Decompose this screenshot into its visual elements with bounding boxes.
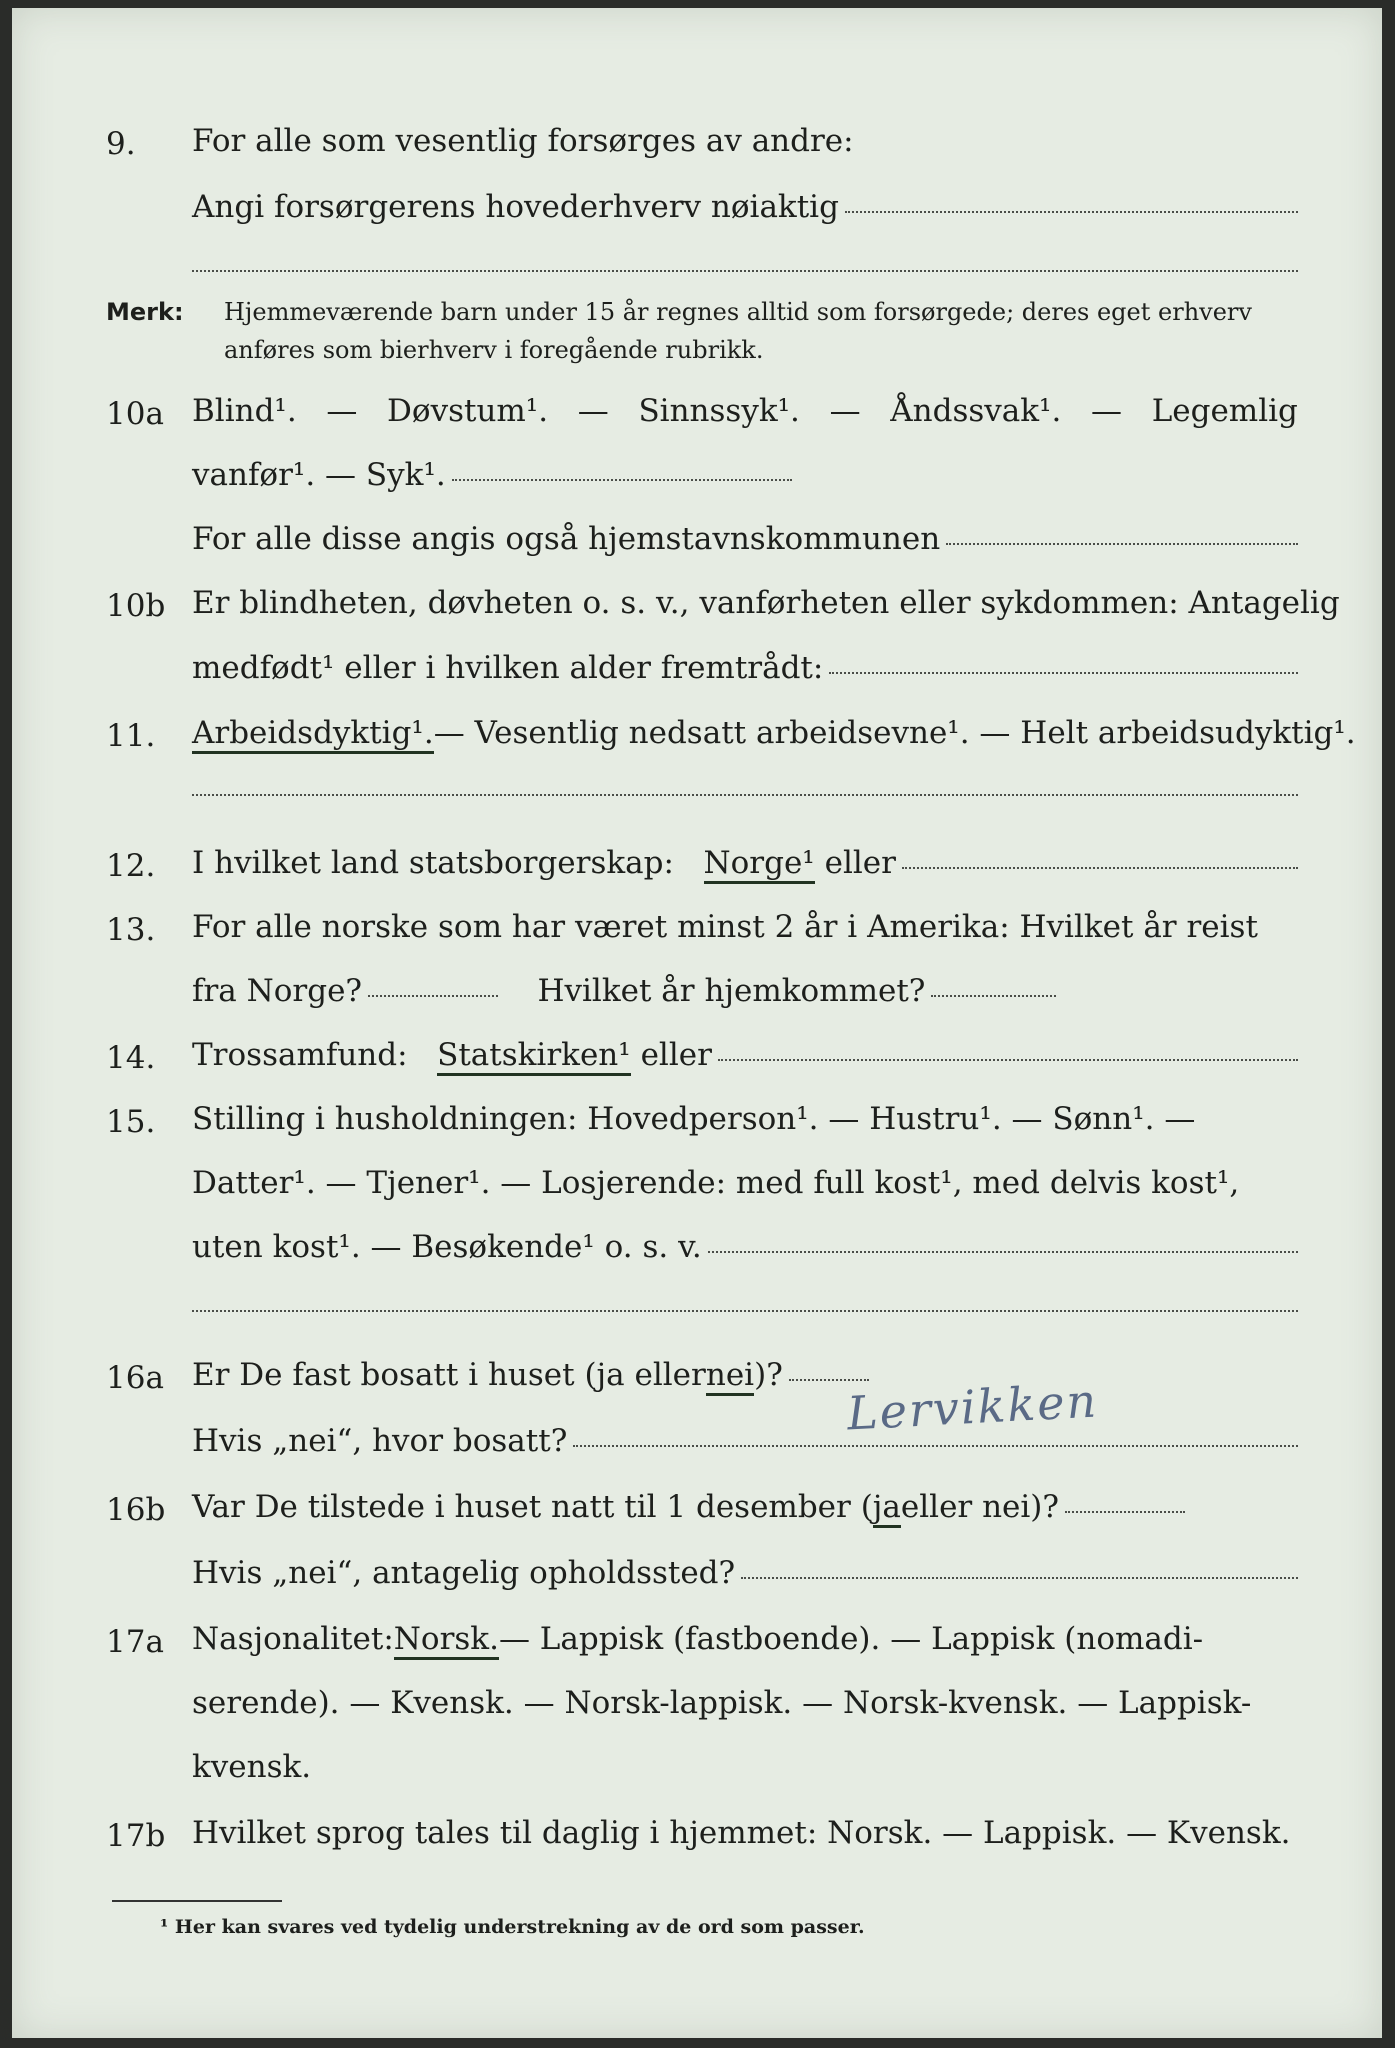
q10a-text-line3: For alle disse angis også hjemstavnskommunen [192, 521, 941, 557]
q10b-answer-field[interactable] [829, 672, 1298, 674]
q16a-bosatt-field[interactable] [573, 1445, 1298, 1447]
q17a-number: 17a [106, 1624, 164, 1660]
merk-text-line2: anføres som bierhverv i foregående rubrikk. [224, 336, 764, 364]
merk-text-line1: Hjemmeværende barn under 15 år regnes alltid som forsørgede; deres eget erhverv [224, 298, 1252, 326]
q10a-opt-legemlig[interactable]: Legemlig [1151, 393, 1298, 429]
q16b-opt-ja[interactable]: ja [873, 1492, 901, 1528]
merk-label: Merk: [106, 298, 184, 326]
q11-opt-arbeidsdyktig[interactable]: Arbeidsdyktig¹. [192, 718, 434, 754]
q15-answer-line[interactable] [192, 1310, 1298, 1312]
q13-number: 13. [106, 912, 156, 948]
q16a-text-line2: Hvis „nei“, hvor bosatt? [192, 1423, 568, 1459]
q9-answer-field[interactable] [845, 211, 1298, 213]
q10a-line1 [192, 393, 1298, 429]
q15-text-line3: uten kost¹. — Besøkende¹ o. s. v. [192, 1229, 702, 1265]
q16a-answer-field[interactable] [789, 1379, 869, 1381]
dash: — [829, 393, 861, 429]
q12-opt-norge[interactable]: Norge¹ [704, 848, 815, 884]
q16b-text-pre: Var De tilstede i huset natt til 1 desember ( [192, 1489, 873, 1525]
footnote-rule [112, 1900, 282, 1902]
q13-text-line1: For alle norske som har været minst 2 år i Amerika: Hvilket år reist [192, 909, 1258, 945]
q16a-handwritten-answer: Lervikken [845, 1373, 1100, 1441]
q16b-text-post: eller nei)? [900, 1489, 1060, 1525]
q12-eller: eller [824, 845, 896, 881]
q14-text: Trossamfund: [192, 1037, 408, 1073]
q16a-text-pre: Er De fast bosatt i huset (ja eller [192, 1357, 706, 1393]
q14-number: 14. [106, 1040, 156, 1076]
q15-text-line2: Datter¹. — Tjener¹. — Losjerende: med full kost¹, med delvis kost¹, [192, 1165, 1240, 1201]
q11-answer-line[interactable] [192, 794, 1298, 796]
q10a-opt-sinnssyk[interactable]: Sinnssyk¹. [638, 393, 800, 429]
q11-text-rest: — Vesentlig nedsatt arbeidsevne¹. — Helt arbeidsudyktig¹. [433, 715, 1356, 751]
q10a-opt-blind[interactable]: Blind¹. [192, 393, 297, 429]
q17a-opt-norsk[interactable]: Norsk. [394, 1624, 499, 1660]
dash: — [1091, 393, 1123, 429]
q14-opt-statskirken[interactable]: Statskirken¹ [437, 1040, 631, 1076]
q16b-answer-field[interactable] [1065, 1511, 1185, 1513]
q16a-opt-nei[interactable]: nei [706, 1360, 754, 1396]
q11-number: 11. [106, 718, 156, 754]
q13-text-reist: fra Norge? [192, 973, 363, 1009]
q16a-text-post: )? [754, 1357, 783, 1393]
q9-text-line2: Angi forsørgerens hovederhverv nøiaktig [192, 189, 839, 225]
q15-number: 15. [106, 1104, 156, 1140]
q10a-syk-field[interactable] [452, 479, 792, 481]
q17a-text-line3: kvensk. [192, 1749, 312, 1785]
q13-hjemkommet-field[interactable] [931, 995, 1056, 997]
footnote: ¹ Her kan svares ved tydelig understrekning av de ord som passer. [160, 1916, 865, 1938]
q10b-text-line2: medfødt¹ eller i hvilken alder fremtrådt: [192, 650, 824, 686]
q12-answer-field[interactable] [902, 867, 1298, 869]
q17a-text-line2: serende). — Kvensk. — Norsk-lappisk. — Norsk-kvensk. — Lappisk- [192, 1685, 1252, 1721]
q14-answer-field[interactable] [718, 1059, 1298, 1061]
q17b-text: Hvilket sprog tales til daglig i hjemmet: Norsk. — Lappisk. — Kvensk. [192, 1815, 1291, 1851]
q12-text: I hvilket land statsborgerskap: [192, 845, 674, 881]
q12-number: 12. [106, 848, 156, 884]
q17b-number: 17b [106, 1818, 166, 1854]
q10a-opt-dovstum[interactable]: Døvstum¹. [387, 393, 549, 429]
q9-text-line1: For alle som vesentlig forsørges av andre: [192, 123, 854, 159]
q15-answer-field[interactable] [708, 1251, 1298, 1253]
census-form-page [12, 8, 1382, 2038]
q16b-opphold-field[interactable] [741, 1577, 1298, 1579]
q10a-number: 10a [106, 396, 164, 432]
q16b-text-line2: Hvis „nei“, antagelig opholdssted? [192, 1555, 736, 1591]
q10a-text-line2: vanfør¹. — Syk¹. [192, 457, 446, 493]
dash: — [326, 393, 358, 429]
q16b-number: 16b [106, 1492, 166, 1528]
q13-reist-field[interactable] [368, 995, 498, 997]
q10a-kommune-field[interactable] [946, 543, 1298, 545]
q16a-number: 16a [106, 1360, 164, 1396]
q17a-text-line1: — Lappisk (fastboende). — Lappisk (nomadi- [498, 1621, 1204, 1657]
q15-text-line1: Stilling i husholdningen: Hovedperson¹. — Hustru¹. — Sønn¹. — [192, 1101, 1196, 1137]
q10a-opt-andssvak[interactable]: Åndssvak¹. [890, 393, 1062, 429]
q17a-text-pre: Nasjonalitet: [192, 1621, 394, 1657]
dash: — [577, 393, 609, 429]
q9-answer-line2[interactable] [192, 270, 1298, 272]
q9-number: 9. [106, 126, 136, 162]
q13-text-hjemkommet: Hvilket år hjemkommet? [537, 973, 926, 1009]
q10b-text-line1: Er blindheten, døvheten o. s. v., vanførheten eller sykdommen: Antagelig [192, 585, 1340, 621]
q14-eller: eller [640, 1037, 712, 1073]
q10b-number: 10b [106, 588, 166, 624]
